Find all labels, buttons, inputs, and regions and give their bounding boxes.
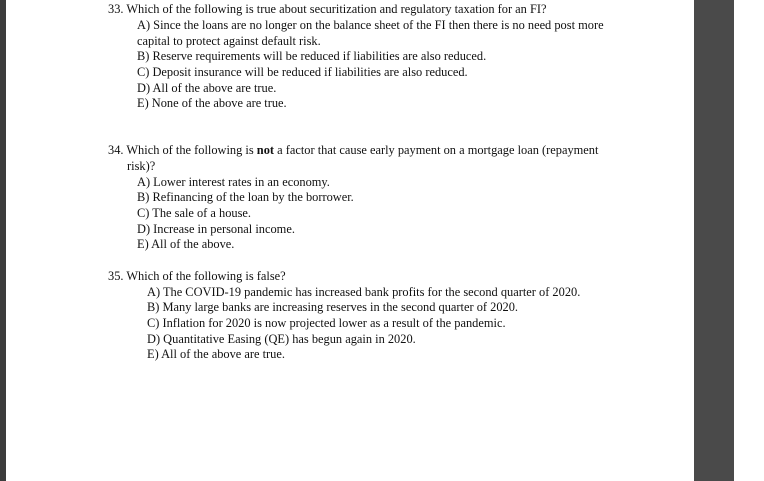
question-34-option-b: B) Refinancing of the loan by the borrower.	[137, 190, 354, 204]
question-34-stem-emphasis: not	[256, 143, 275, 157]
question-34-option-e: E) All of the above.	[137, 237, 235, 251]
question-34-stem-end: a factor that cause early payment on a mortgage loan (repayment	[274, 143, 599, 157]
question-33-option-d: D) All of the above are true.	[137, 81, 277, 95]
document-page	[6, 0, 694, 481]
question-34-option-a: A) Lower interest rates in an economy.	[137, 175, 330, 189]
question-34-stem	[108, 143, 598, 158]
question-35-option-a: A) The COVID-19 pandemic has increased bank profits for the second quarter of 2020.	[147, 285, 581, 299]
question-34-option-c: C) The sale of a house.	[137, 206, 252, 220]
question-33-option-a-cont: capital to protect against default risk.	[137, 34, 321, 48]
question-33-option-e: E) None of the above are true.	[137, 96, 287, 110]
question-35-option-e: E) All of the above are true.	[147, 347, 285, 361]
question-34-stem-start: 34. Which of the following is	[108, 143, 257, 157]
question-34-option-d: D) Increase in personal income.	[137, 222, 295, 236]
right-margin-bar	[694, 0, 734, 481]
question-35-option-b: B) Many large banks are increasing reserves in the second quarter of 2020.	[147, 300, 519, 314]
question-33-option-c: C) Deposit insurance will be reduced if liabilities are also reduced.	[137, 65, 468, 79]
question-33-stem: 33. Which of the following is true about securitization and regulatory taxation for an FI?	[108, 2, 547, 16]
question-35-stem: 35. Which of the following is false?	[108, 269, 286, 283]
question-35-option-c: C) Inflation for 2020 is now projected lower as a result of the pandemic.	[147, 316, 506, 330]
question-33-option-a: A) Since the loans are no longer on the balance sheet of the FI then there is no need post more	[137, 18, 604, 32]
question-33-option-b: B) Reserve requirements will be reduced if liabilities are also reduced.	[137, 49, 487, 63]
question-34-stem-cont: risk)?	[127, 159, 156, 173]
question-35-option-d: D) Quantitative Easing (QE) has begun again in 2020.	[147, 332, 416, 346]
